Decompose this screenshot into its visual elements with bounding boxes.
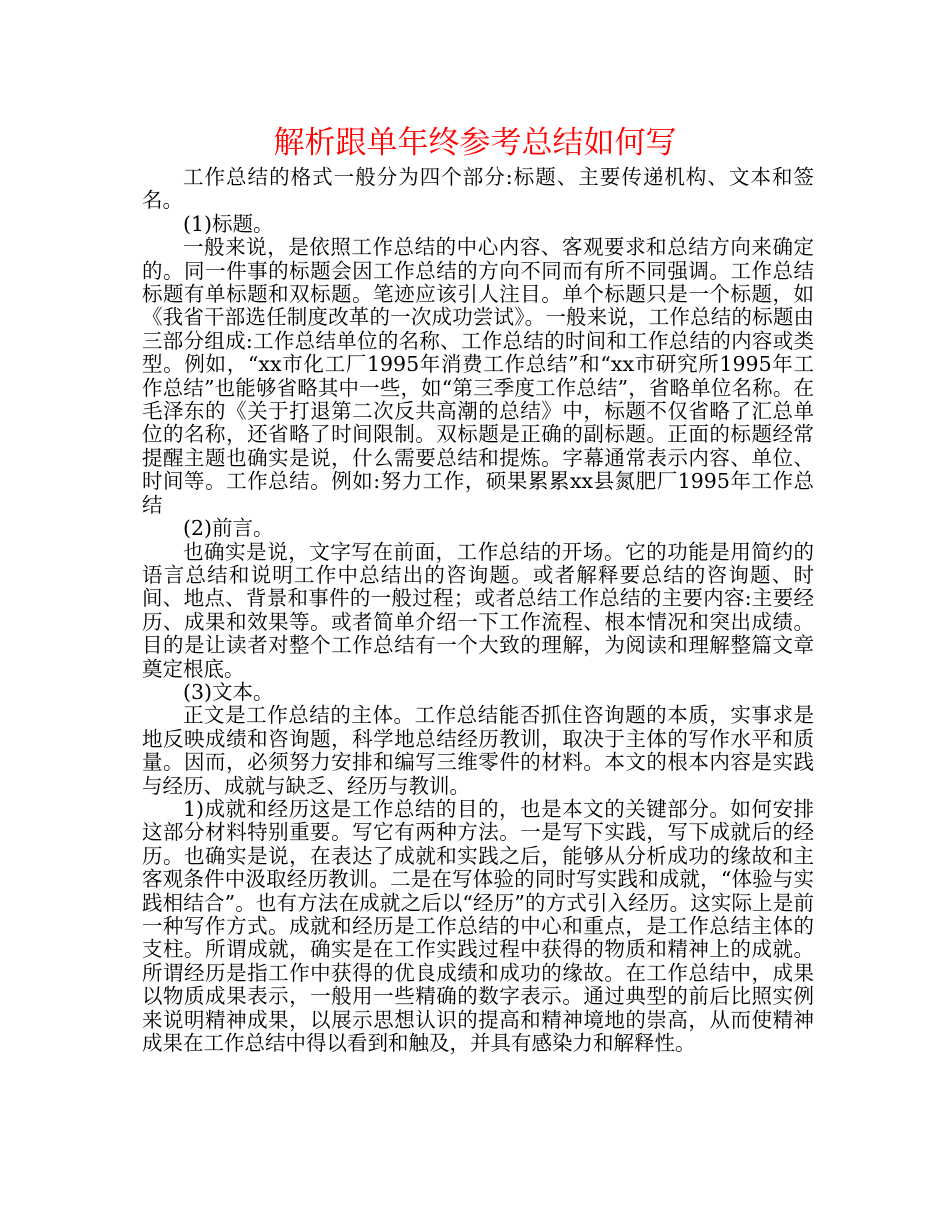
paragraph-preface-explanation: 也确实是说，文字写在前面，工作总结的开场。它的功能是用简约的语言总结和说明工作中总结出的咨询题。或者解释要总结的咨询题、时间、地点、背景和事件的一般过程；或者总结工作总结的主要内容:主要经历、成果和效果等。或者简单介绍一下工作流程、根本情况和突出成绩。目的是让读者对整个工作总结有一个大致的理解，为阅读和理解整篇文章奠定根底。 (142, 539, 814, 681)
section-heading-preface: (2)前言。 (183, 516, 274, 541)
section-heading-title: (1)标题。 (183, 211, 274, 236)
paragraph-text-explanation: 正文是工作总结的主体。工作总结能否抓住咨询题的本质，实事求是地反映成绩和咨询题，科学地总结经历教训，取决于主体的写作水平和质量。因而，必须努力安排和编写三维零件的材料。本文的根本内容是实践与经历、成就与缺乏、经历与教训。 (142, 703, 814, 798)
paragraph-title-explanation: 一般来说，是依照工作总结的中心内容、客观要求和总结方向来确定的。同一件事的标题会因工作总结的方向不同而有所不同强调。工作总结标题有单标题和双标题。笔迹应该引人注目。单个标题只是一个标题，如《我省干部选任制度改革的一次成功尝试》。一般来说，工作总结的标题由三部分组成:工作总结单位的名称、工作总结的时间和工作总结的内容或类型。例如，“xx市化工厂1995年消费工作总结”和“xx市研究所1995年工作总结”也能够省略其中一些，如“第三季度工作总结”，省略单位名称。在毛泽东的《关于打退第二次反共高潮的总结》中，标题不仅省略了汇总单位的名称，还省略了时间限制。双标题是正确的副标题。正面的标题经常提醒主题也确实是说，什么需要总结和提炼。字幕通常表示内容、单位、时间等。工作总结。例如:努力工作，硕果累累xx县氮肥厂1995年工作总结 (142, 235, 814, 517)
paragraph-format-intro: 工作总结的格式一般分为四个部分:标题、主要传递机构、文本和签名。 (142, 165, 814, 213)
document-title: 解析跟单年终参考总结如何写 (273, 125, 677, 161)
paragraph-achievements: 1)成就和经历这是工作总结的目的，也是本文的关键部分。如何安排这部分材料特别重要。写它有两种方法。一是写下实践，写下成就后的经历。也确实是说，在表达了成就和实践之后，能够从分析成功的缘故和主客观条件中汲取经历教训。二是在写体验的同时写实践和成就，“体验与实践相结合”。也有方法在成就之后以“经历”的方式引入经历。这实际上是前一种写作方式。成就和经历是工作总结的中心和重点，是工作总结主体的支柱。所谓成就，确实是在工作实践过程中获得的物质和精神上的成就。所谓经历是指工作中获得的优良成绩和成功的缘故。在工作总结中，成果以物质成果表示，一般用一些精确的数字表示。通过典型的前后比照实例来说明精神成果，以展示思想认识的提高和精神境地的崇高，从而使精神成果在工作总结中得以看到和触及，并具有感染力和解释性。 (142, 796, 814, 1056)
document-body (142, 166, 814, 1055)
section-heading-text: (3)文本。 (183, 679, 274, 704)
